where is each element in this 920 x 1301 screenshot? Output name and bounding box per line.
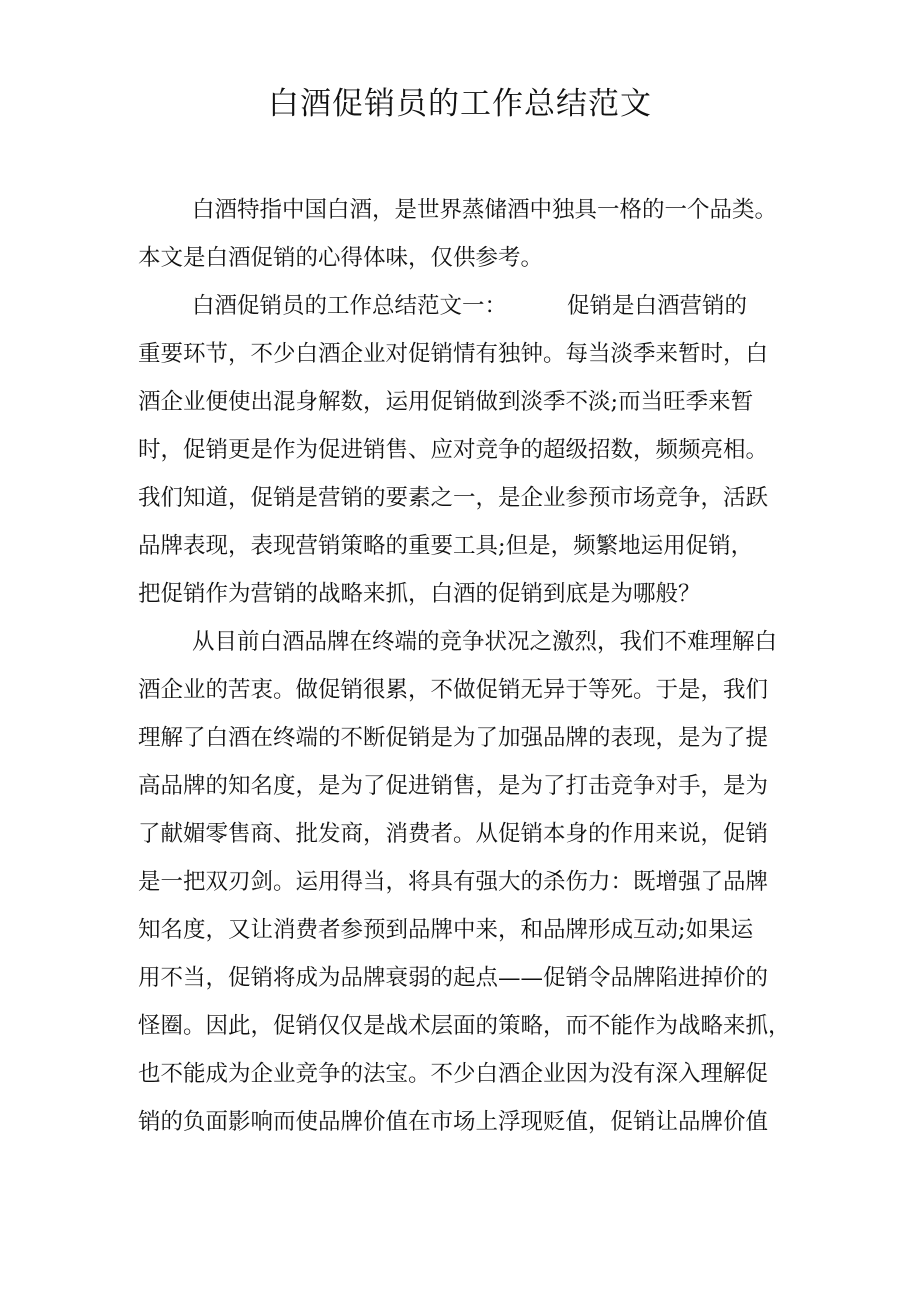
paragraph-2-line-2: 重要环节，不少白酒企业对促销情有独钟。每当淡季来暂时，白 [138,341,769,367]
paragraph-1-line-2: 本文是白酒促销的心得体味，仅供参考。 [138,245,544,271]
paragraph-2-line-4: 时，促销更是作为促进销售、应对竞争的超级招数，频频亮相。 [138,437,769,463]
paragraph-1-line-1: 白酒特指中国白酒，是世界蒸储酒中独具一格的一个品类。 [192,197,778,223]
paragraph-2-line-7: 把促销作为营销的战略来抓，白酒的促销到底是为哪般？ [138,581,701,607]
paragraph-3-line-4: 高品牌的知名度，是为了促进销售，是为了打击竞争对手，是为 [138,773,769,799]
paragraph-3-line-1: 从目前白酒品牌在终端的竞争状况之激烈，我们不难理解白 [192,629,778,655]
document-title: 白酒促销员的工作总结范文 [268,86,652,122]
paragraph-3-line-8: 用不当，促销将成为品牌衰弱的起点——促销令品牌陷进掉价的 [138,965,769,991]
section-heading: 白酒促销员的工作总结范文一： [192,293,508,319]
paragraph-3-line-10: 也不能成为企业竞争的法宝。不少白酒企业因为没有深入理解促 [138,1061,769,1087]
paragraph-3-line-9: 怪圈。因此，促销仅仅是战术层面的策略，而不能作为战略来抓， [138,1013,791,1039]
paragraph-2-line-6: 品牌表现，表现营销策略的重要工具;但是，频繁地运用促销， [138,533,754,559]
paragraph-3-line-3: 理解了白酒在终端的不断促销是为了加强品牌的表现，是为了提 [138,725,769,751]
paragraph-2-lead: 促销是白酒营销的 [567,293,748,319]
paragraph-2-line-3: 酒企业便使出混身解数，运用促销做到淡季不淡;而当旺季来暂 [138,389,754,415]
paragraph-3-line-11: 销的负面影响而使品牌价值在市场上浮现贬值，促销让品牌价值 [138,1109,769,1135]
paragraph-3-line-7: 知名度，又让消费者参预到品牌中来，和品牌形成互动;如果运 [138,917,754,943]
paragraph-2-line-1 [192,284,818,328]
paragraph-3-line-6: 是一把双刃剑。运用得当，将具有强大的杀伤力：既增强了品牌 [138,869,769,895]
paragraph-3-line-2: 酒企业的苦衷。做促销很累，不做促销无异于等死。于是，我们 [138,677,769,703]
paragraph-2-line-5: 我们知道，促销是营销的要素之一，是企业参预市场竞争，活跃 [138,485,769,511]
paragraph-3-line-5: 了献媚零售商、批发商，消费者。从促销本身的作用来说，促销 [138,821,769,847]
